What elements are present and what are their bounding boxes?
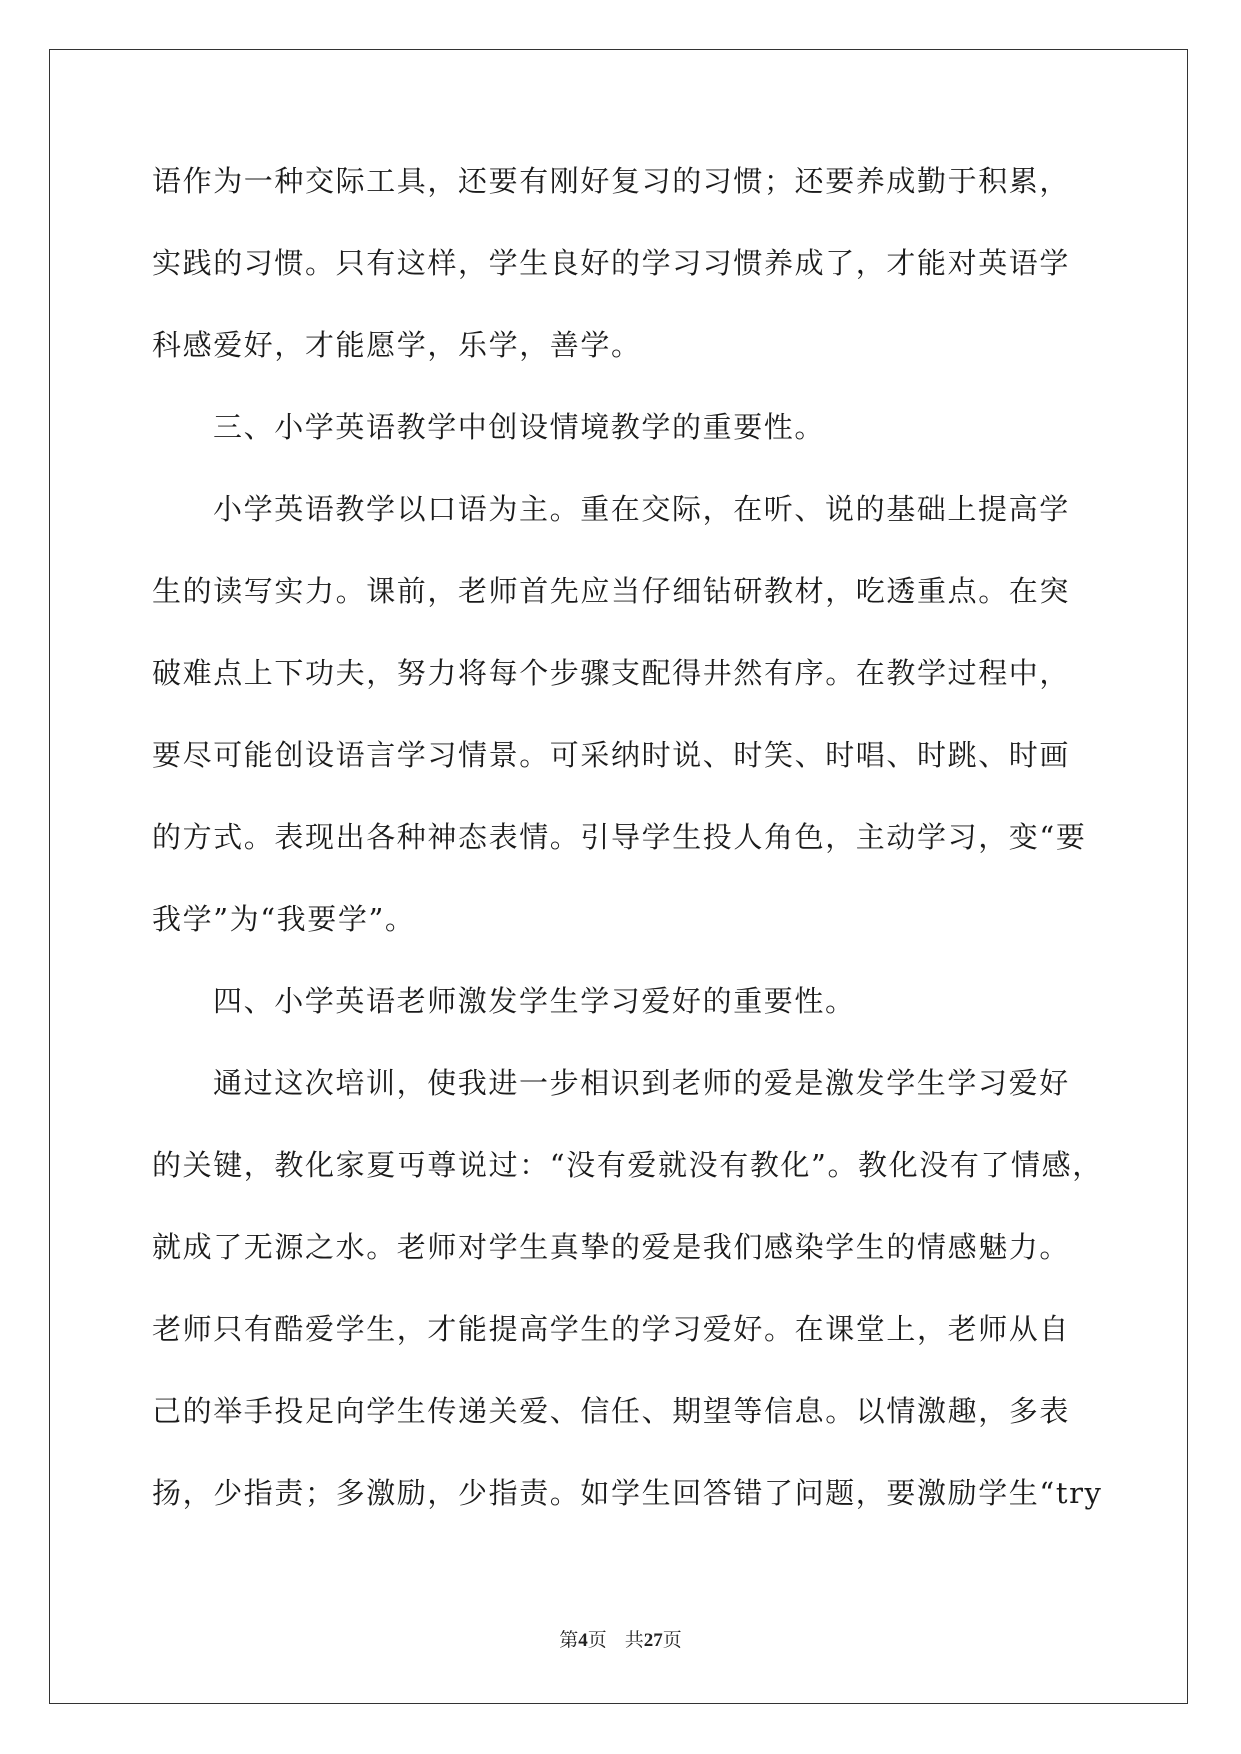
text-line: 扬，少指责；多激励，少指责。如学生回答错了问题，要激励学生“try xyxy=(152,1476,1103,1510)
text-line: 三、小学英语教学中创设情境教学的重要性。 xyxy=(213,410,826,444)
document-body xyxy=(152,152,1103,1546)
page-prefix: 第 xyxy=(559,1630,579,1651)
text-line: 老师只有酷爱学生，才能提高学生的学习爱好。在课堂上，老师从自 xyxy=(152,1312,1071,1346)
text-line: 的关键，教化家夏丏尊说过：“没有爱就没有教化”。教化没有了情感， xyxy=(152,1148,1103,1182)
text-line: 四、小学英语老师激发学生学习爱好的重要性。 xyxy=(213,984,856,1018)
text-line: 就成了无源之水。老师对学生真挚的爱是我们感染学生的情感魅力。 xyxy=(152,1230,1071,1264)
page-suffix: 页 xyxy=(587,1630,607,1651)
text-line: 破难点上下功夫，努力将每个步骤支配得井然有序。在教学过程中， xyxy=(152,656,1071,690)
page-footer xyxy=(0,1625,1241,1652)
page-number: 4 xyxy=(578,1630,588,1651)
text-line: 生的读写实力。课前，老师首先应当仔细钻研教材，吃透重点。在突 xyxy=(152,574,1071,608)
total-prefix: 共 xyxy=(624,1630,644,1651)
text-line: 己的举手投足向学生传递关爱、信任、期望等信息。以情激趣，多表 xyxy=(152,1394,1071,1428)
text-line: 要尽可能创设语言学习情景。可采纳时说、时笑、时唱、时跳、时画 xyxy=(152,738,1071,772)
text-line: 科感爱好，才能愿学，乐学，善学。 xyxy=(152,328,642,362)
text-line: 语作为一种交际工具，还要有刚好复习的习惯；还要养成勤于积累， xyxy=(152,164,1071,198)
text-line: 我学”为“我要学”。 xyxy=(152,902,416,936)
total-pages: 27 xyxy=(643,1630,663,1651)
text-line: 实践的习惯。只有这样，学生良好的学习习惯养成了，才能对英语学 xyxy=(152,246,1071,280)
total-suffix: 页 xyxy=(662,1630,682,1651)
text-line: 通过这次培训，使我进一步相识到老师的爱是激发学生学习爱好 xyxy=(213,1066,1070,1100)
text-line: 小学英语教学以口语为主。重在交际，在听、说的基础上提高学 xyxy=(213,492,1070,526)
text-line: 的方式。表现出各种神态表情。引导学生投人角色，主动学习，变“要 xyxy=(152,820,1087,854)
